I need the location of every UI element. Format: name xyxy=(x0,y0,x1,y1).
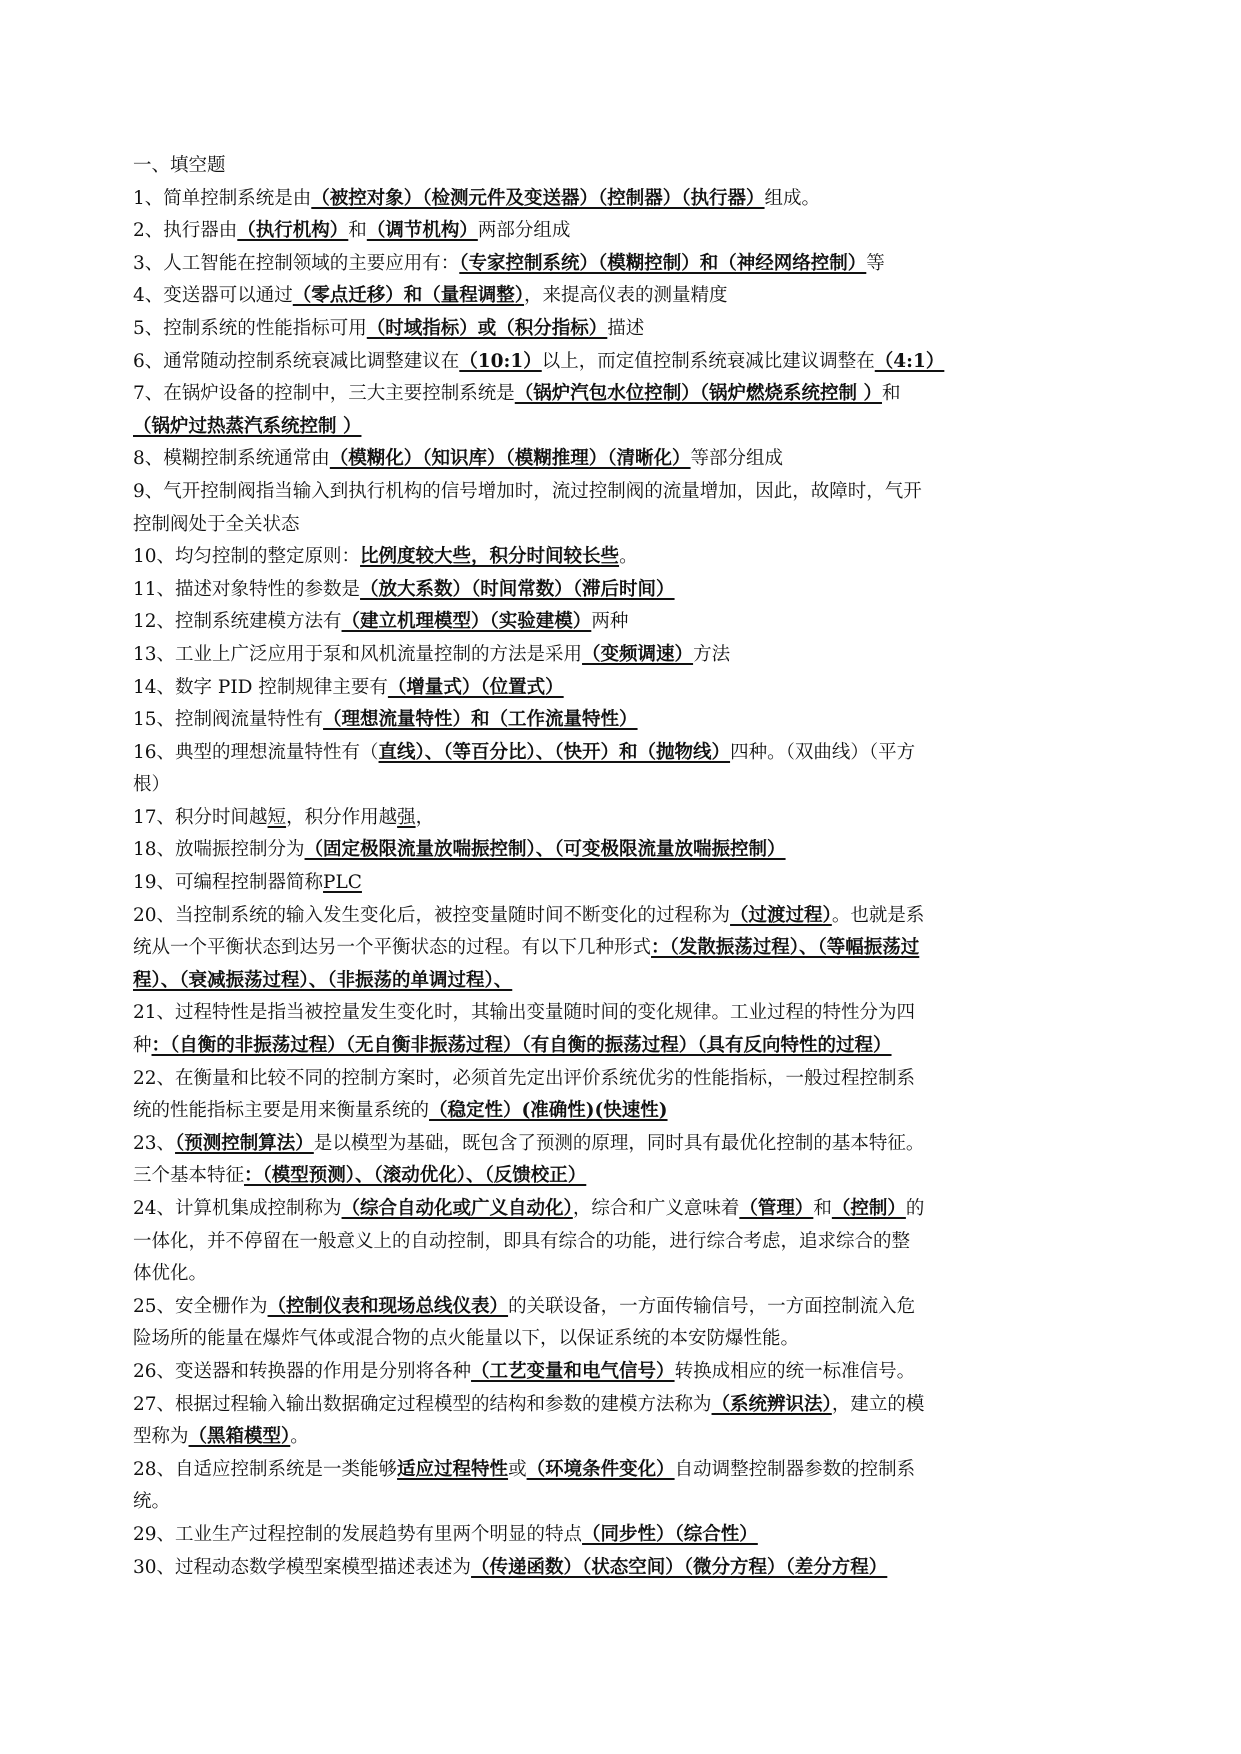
question-text: 险场所的能量在爆炸气体或混合物的点火能量以下，以保证系统的本安防爆性能。 xyxy=(133,1328,800,1350)
question-text: 和 xyxy=(348,220,367,242)
answer-text: （固定极限流量放喘振控制）、（可变极限流量放喘振控制） xyxy=(304,839,786,861)
text-line xyxy=(133,704,1061,737)
question-text: 控制阀处于全关状态 xyxy=(133,513,300,535)
answer-text: （理想流量特性）和（工作流量特性） xyxy=(323,709,638,731)
text-line xyxy=(133,280,1061,313)
answer-text: （锅炉汽包水位控制）（锅炉燃烧系统控制 ） xyxy=(514,383,882,405)
text-line xyxy=(133,1356,1061,1389)
question-text: 和 xyxy=(881,383,901,405)
question-text: 是以模型为基础，既包含了预测的原理，同时具有最优化控制的基本特征。 xyxy=(313,1132,925,1154)
question-text: 四种。（双曲线）（平方 xyxy=(730,741,916,763)
question-text: 两种 xyxy=(591,611,629,633)
text-line xyxy=(133,834,1061,867)
answer-text: （传递函数）（状态空间）（微分方程）（差分方程） xyxy=(471,1556,888,1578)
answer-text: 直线）、（等百分比）、（快开）和（抛物线） xyxy=(378,741,731,763)
text-line xyxy=(133,932,1061,965)
question-text: 两部分组成 xyxy=(477,220,571,242)
text-line xyxy=(133,802,1061,835)
underlined-text: 强 xyxy=(397,806,416,828)
answer-text: （同步性）（综合性） xyxy=(582,1523,758,1545)
answer-text: （稳定性）(准确性)(快速性) xyxy=(429,1100,668,1122)
text-line xyxy=(133,900,1061,933)
text-line xyxy=(133,1063,1061,1096)
text-line xyxy=(133,183,1061,216)
text-line xyxy=(133,346,1061,379)
answer-text: ：（模型预测）、（滚动优化）、（反馈校正） xyxy=(244,1165,587,1187)
question-text: 29、工业生产过程控制的发展趋势有里两个明显的特点 xyxy=(133,1523,583,1545)
question-text: 26、变送器和转换器的作用是分别将各种 xyxy=(133,1360,472,1382)
answer-text: （锅炉过热蒸汽系统控制 ） xyxy=(133,415,362,437)
question-text: 种 xyxy=(133,1035,152,1057)
answer-text: （预测控制算法） xyxy=(175,1132,314,1154)
text-line xyxy=(133,1421,1061,1454)
answer-text: （模糊化）（知识库）（模糊推理）（清晰化） xyxy=(329,448,691,470)
text-line xyxy=(133,737,1061,770)
text-line xyxy=(133,997,1061,1030)
question-text: 13、工业上广泛应用于泵和风机流量控制的方法是采用 xyxy=(133,643,583,665)
text-line xyxy=(133,1095,1061,1128)
text-line xyxy=(133,1193,1061,1226)
question-text: 一体化，并不停留在一般意义上的自动控制，即具有综合的功能，进行综合考虑，追求综合的整 xyxy=(133,1230,911,1252)
question-text: 三个基本特征 xyxy=(133,1165,245,1187)
question-text: 以上，而定值控制系统衰减比建议调整在 xyxy=(541,350,875,372)
question-text: ， xyxy=(415,806,435,828)
text-line xyxy=(133,313,1061,346)
question-text: 和 xyxy=(813,1198,832,1219)
question-text: 10、均匀控制的整定原则： xyxy=(133,546,361,568)
question-text: ，综合和广义意味着 xyxy=(572,1198,740,1219)
question-text: 5、控制系统的性能指标可用 xyxy=(133,317,367,339)
text-line xyxy=(133,639,1061,672)
answer-text: （10:1） xyxy=(459,350,542,372)
question-text: 8、模糊控制系统通常由 xyxy=(133,448,330,470)
question-text: 自动调整控制器参数的控制系 xyxy=(674,1458,916,1480)
question-text: 或 xyxy=(508,1458,527,1480)
question-text: 22、在衡量和比较不同的控制方案时，必须首先定出评价系统优劣的性能指标，一般过程控制系 xyxy=(133,1067,916,1089)
answer-text: （建立机理模型）（实验建模） xyxy=(341,611,592,633)
answer-text: （控制） xyxy=(831,1198,906,1219)
text-line xyxy=(133,1519,1061,1552)
question-text: 3、人工智能在控制领域的主要应用有： xyxy=(133,252,460,274)
question-text: 11、描述对象特性的参数是 xyxy=(133,578,361,600)
answer-text: 程）、（衰减振荡过程）、（非振荡的单调过程）、 xyxy=(133,969,513,991)
question-text: 。 xyxy=(290,1426,309,1448)
question-list xyxy=(133,183,1061,1585)
question-text: 12、控制系统建模方法有 xyxy=(133,611,342,633)
text-line xyxy=(133,1454,1061,1487)
question-text: ，来提高仪表的测量精度 xyxy=(524,285,728,307)
answer-text: （专家控制系统）（模糊控制）和（神经网络控制） xyxy=(459,252,867,274)
question-text: 4、变送器可以通过 xyxy=(133,285,293,307)
underlined-text: PLC xyxy=(323,872,362,894)
question-text: 6、通常随动控制系统衰减比调整建议在 xyxy=(133,350,460,372)
question-text: 14、数字 PID 控制规律主要有 xyxy=(133,676,388,698)
question-text: 20、当控制系统的输入发生变化后，被控变量随时间不断变化的过程称为 xyxy=(133,904,731,926)
question-text: 描述 xyxy=(607,317,645,339)
text-line xyxy=(133,1291,1061,1324)
question-text: 30、过程动态数学模型案模型描述表述为 xyxy=(133,1556,472,1578)
answer-text: （执行机构） xyxy=(237,220,349,242)
question-text: 7、在锅炉设备的控制中，三大主要控制系统是 xyxy=(133,383,515,405)
text-line xyxy=(133,1552,1061,1585)
question-text: 组成。 xyxy=(764,187,821,209)
question-text: 转换成相应的统一标准信号。 xyxy=(674,1360,916,1382)
answer-text: （增量式）（位置式） xyxy=(387,676,564,698)
question-text: 21、过程特性是指当被控量发生变化时，其输出变量随时间的变化规律。工业过程的特性分为四 xyxy=(133,1002,916,1024)
question-text: 27、根据过程输入输出数据确定过程模型的结构和参数的建模方法称为 xyxy=(133,1393,712,1415)
text-line xyxy=(133,1226,1061,1259)
question-text: 23、 xyxy=(133,1132,176,1154)
answer-text: （控制仪表和现场总线仪表） xyxy=(267,1295,509,1317)
question-text: 统的性能指标主要是用来衡量系统的 xyxy=(133,1100,430,1122)
underlined-text: 短 xyxy=(267,806,287,828)
text-line xyxy=(133,606,1061,639)
question-text: 统从一个平衡状态到达另一个平衡状态的过程。有以下几种形式 xyxy=(133,937,652,959)
question-text: 2、执行器由 xyxy=(133,220,238,242)
answer-text: （4:1） xyxy=(874,350,945,372)
text-line xyxy=(133,1160,1061,1193)
question-text: 型称为 xyxy=(133,1426,189,1448)
text-line xyxy=(133,1389,1061,1422)
answer-text: （放大系数）（时间常数）（滞后时间） xyxy=(360,578,675,600)
text-line xyxy=(133,443,1061,476)
answer-text: （变频调速） xyxy=(582,643,694,665)
question-text: 。也就是系 xyxy=(831,904,925,926)
text-line xyxy=(133,1128,1061,1161)
question-text: 的关联设备，一方面传输信号，一方面控制流入危 xyxy=(508,1295,916,1317)
text-line xyxy=(133,378,1061,411)
question-text: 9、气开控制阀指当输入到执行机构的信号增加时，流过控制阀的流量增加，因此，故障时，气开 xyxy=(133,480,922,502)
question-text: 24、计算机集成控制称为 xyxy=(133,1198,342,1219)
text-line xyxy=(133,1486,1061,1519)
answer-text: （管理） xyxy=(739,1198,814,1219)
text-line xyxy=(133,215,1061,248)
question-text: 体优化。 xyxy=(133,1263,208,1285)
answer-text: 比例度较大些，积分时间较长些 xyxy=(360,546,620,568)
question-text: 方法 xyxy=(693,643,731,665)
answer-text: （工艺变量和电气信号） xyxy=(471,1360,675,1382)
text-line xyxy=(133,672,1061,705)
answer-text: （过渡过程） xyxy=(730,904,832,926)
text-line xyxy=(133,541,1061,574)
answer-text: （调节机构） xyxy=(366,220,478,242)
answer-text: 适应过程特性 xyxy=(397,1458,509,1480)
answer-text: （系统辨识法） xyxy=(711,1393,832,1415)
question-text: 统。 xyxy=(133,1491,171,1513)
section-heading: 一、填空题 xyxy=(133,155,226,176)
answer-text: （时域指标）或（积分指标） xyxy=(366,317,608,339)
text-line xyxy=(133,1030,1061,1063)
text-line xyxy=(133,1258,1061,1291)
text-line xyxy=(133,867,1061,900)
question-text: 的 xyxy=(905,1198,925,1219)
answer-text: ：（发散振荡过程）、（等幅振荡过 xyxy=(651,937,920,959)
answer-text: ：（自衡的非振荡过程）（无自衡非振荡过程）（有自衡的振荡过程）（具有反向特性的过程） xyxy=(151,1035,892,1057)
question-text: 等部分组成 xyxy=(690,448,784,470)
question-text: 15、控制阀流量特性有 xyxy=(133,709,324,731)
question-text: 19、可编程控制器简称 xyxy=(133,872,324,894)
answer-text: （黑箱模型） xyxy=(188,1426,291,1448)
text-line xyxy=(133,411,1061,444)
question-text: 1、简单控制系统是由 xyxy=(133,187,312,209)
text-line xyxy=(133,965,1061,998)
question-text: ，积分作用越 xyxy=(286,806,398,828)
question-text: 28、自适应控制系统是一类能够 xyxy=(133,1458,398,1480)
answer-text: （零点迁移）和（量程调整） xyxy=(292,285,525,307)
question-text: 。 xyxy=(619,546,638,568)
answer-text: （综合自动化或广义自动化） xyxy=(341,1198,573,1219)
text-line xyxy=(133,574,1061,607)
question-text: 16、典型的理想流量特性有（ xyxy=(133,741,379,763)
answer-text: （被控对象）（检测元件及变送器）（控制器）（执行器） xyxy=(311,187,765,209)
question-text: 18、放喘振控制分为 xyxy=(133,839,305,861)
text-line xyxy=(133,476,1061,509)
text-line xyxy=(133,1323,1061,1356)
text-line xyxy=(133,248,1061,281)
text-line xyxy=(133,769,1061,802)
question-text: ，建立的模 xyxy=(831,1393,925,1415)
question-text: 等 xyxy=(866,252,885,274)
question-text: 根） xyxy=(133,774,171,796)
question-text: 25、安全栅作为 xyxy=(133,1295,268,1317)
question-text: 17、积分时间越 xyxy=(133,806,268,828)
text-line xyxy=(133,509,1061,542)
answer-text: （环境条件变化） xyxy=(526,1458,675,1480)
